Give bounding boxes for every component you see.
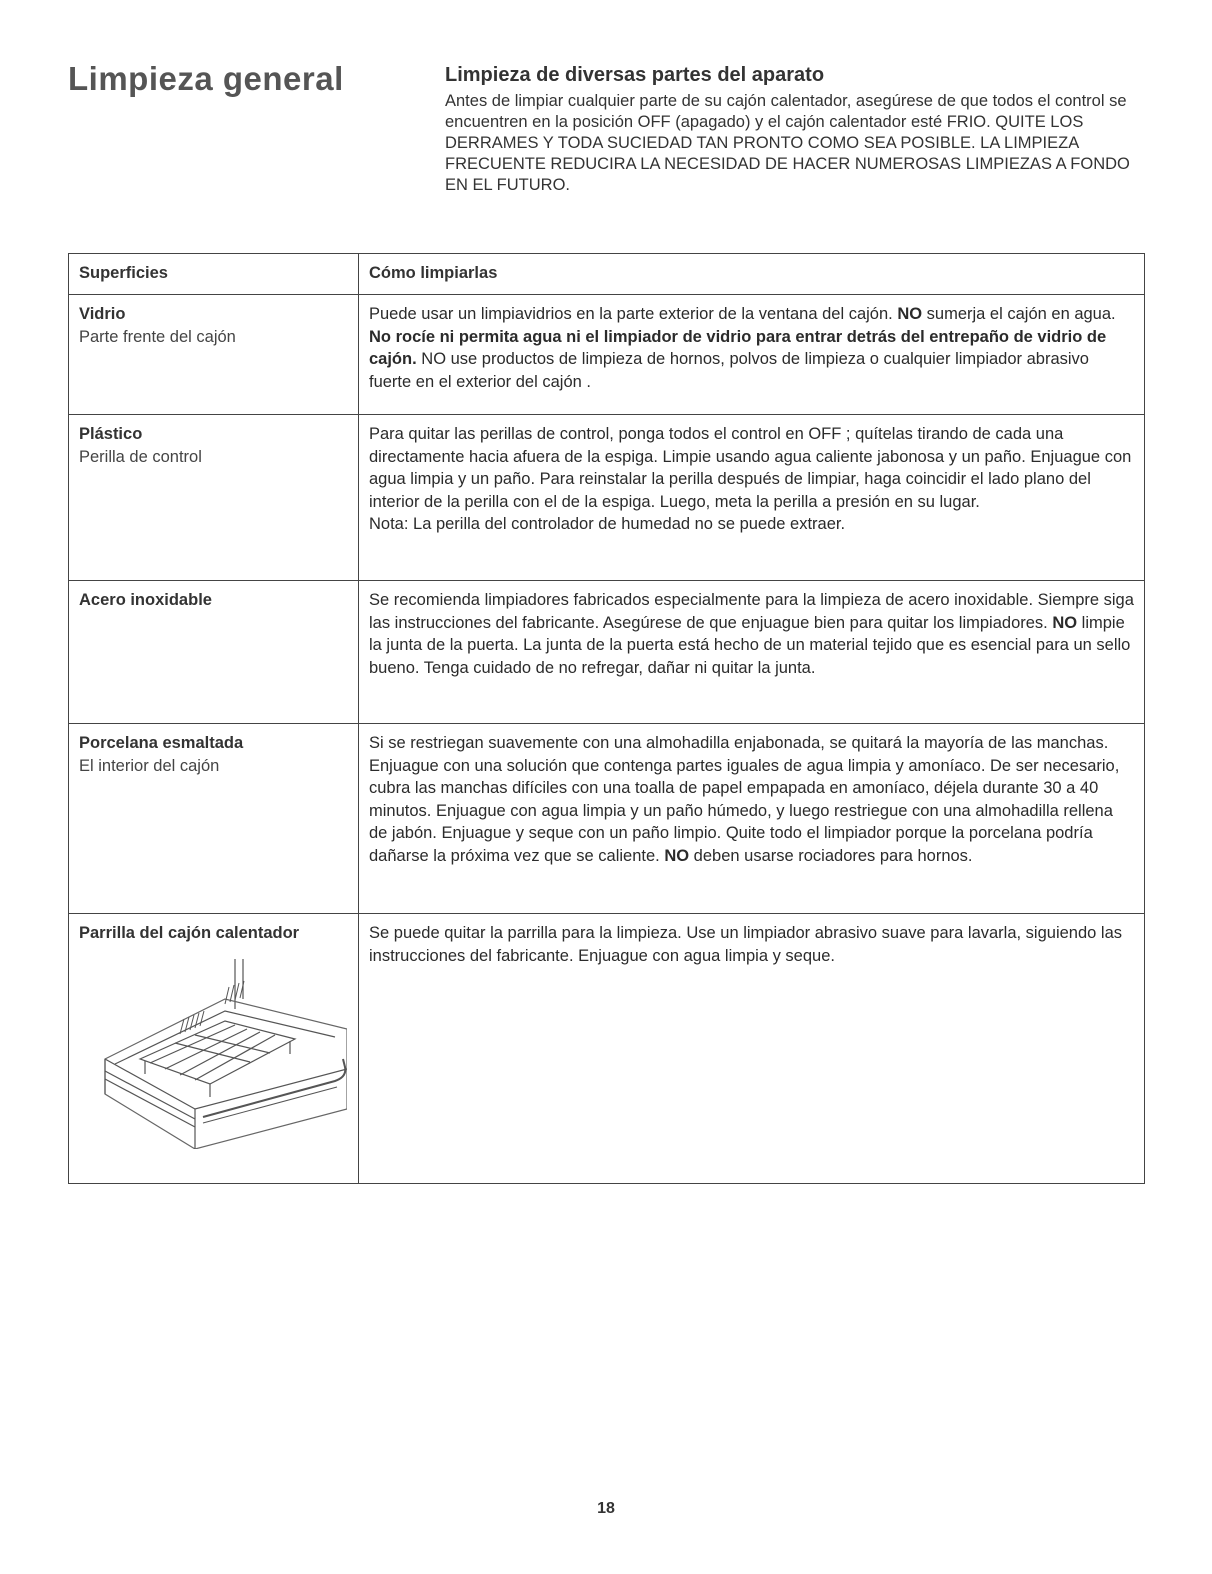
surface-cell <box>69 724 359 914</box>
surface-cell <box>69 295 359 415</box>
instruction-note: Nota: La perilla del controlador de humedad no se puede extraer. <box>369 515 846 533</box>
instruction-text: sumerja el cajón en agua. <box>922 305 1116 323</box>
surface-cell <box>69 581 359 724</box>
header-how-to-clean <box>359 254 1145 295</box>
surface-sub: Perilla de control <box>79 447 202 466</box>
intro-heading: Limpieza de diversas partes del aparato <box>445 64 825 86</box>
instruction-text: Si se restriegan suavemente con una almohadilla enjabonada, se quitará la mayoría de las manchas. Enjuague con una solución que contenga partes iguales de agua limpia y amoníaco. De ser necesario, cubra las manchas difíciles con una toalla de papel empapada en amoníaco, déjela durante 30 a 40 minutos. Enjuague con agua limpia y un paño húmedo, y luego restriegue con una almohadilla rellena de jabón. Enjuague y seque con un paño limpio. Quite todo el limpiador porque la porcelana podría dañarse la próxima vez que se caliente. <box>369 734 1120 865</box>
instructions-cell <box>359 724 1145 914</box>
instruction-text: NO use productos de limpieza de hornos, polvos de limpieza o cualquier limpiador abrasivo fuerte en el exterior del cajón . <box>369 350 1089 391</box>
header-how-to-clean-label: Cómo limpiarlas <box>369 264 498 282</box>
intro-text: Antes de limpiar cualquier parte de su cajón calentador, asegúrese de que todos el control se encuentren en la posición OFF (apagado) y el cajón calentador esté FRIO. QUITE LOS DERRAMES Y TODA SUCIEDAD TAN PRONTO COMO SEA POSIBLE. LA LIMPIEZA FRECUENTE REDUCIRA LA NECESIDAD DE HACER NUMEROSAS LIMPIEZAS A FONDO EN EL FUTURO. <box>445 92 1130 194</box>
instruction-bold: NO <box>664 846 690 865</box>
surface-name: Parrilla del cajón calentador <box>79 924 300 942</box>
table-row <box>69 295 1145 415</box>
instruction-bold: No rocíe ni permita agua ni el limpiador de vidrio para entrar detrás del entrepaño de vidrio de cajón. <box>369 327 1107 368</box>
page-number: 18 <box>597 1500 615 1517</box>
cleaning-table <box>68 253 1145 1184</box>
instruction-text: Se recomienda limpiadores fabricados especialmente para la limpieza de acero inoxidable. Siempre siga las instrucciones del fabricante. Asegúrese de que enjuague bien para quitar los limpiadores. <box>369 591 1134 632</box>
intro-section <box>445 64 1145 196</box>
instruction-text: Puede usar un limpiavidrios en la parte exterior de la ventana del cajón. <box>369 305 898 323</box>
instructions-cell <box>359 295 1145 415</box>
instruction-text: Se puede quitar la parrilla para la limpieza. Use un limpiador abrasivo suave para lavarla, siguiendo las instrucciones del fabricante. Enjuague con agua limpia y seque. <box>369 924 1122 965</box>
surface-cell <box>69 914 359 1184</box>
surface-sub: El interior del cajón <box>79 756 220 775</box>
header-surfaces <box>69 254 359 295</box>
surface-name: Plástico <box>79 425 143 443</box>
table-row <box>69 415 1145 581</box>
instructions-cell <box>359 581 1145 724</box>
instruction-text: limpie la junta de la puerta. La junta de la puerta está hecho de un material tejido que es esencial para un sello bueno. Tenga cuidado de no refregar, dañar ni quitar la junta. <box>369 613 1131 677</box>
instruction-text: deben usarse rociadores para hornos. <box>689 846 973 865</box>
surface-cell <box>69 415 359 581</box>
instruction-text: Para quitar las perillas de control, ponga todos el control en OFF ; quítelas tirando de cada una directamente hacia afuera de la espiga. Limpie usando agua caliente jabonosa y un paño. Enjuague con agua limpia y un paño. Para reinstalar la perilla después de limpiar, haga coincidir el lado plano del interior de la perilla con el de la espiga. Luego, meta la perilla a presión en su lugar. <box>369 425 1132 511</box>
surface-name: Porcelana esmaltada <box>79 734 244 752</box>
page-title: Limpieza general <box>68 60 344 97</box>
surface-sub: Parte frente del cajón <box>79 327 236 346</box>
instructions-cell <box>359 415 1145 581</box>
instruction-bold: NO <box>1052 613 1078 632</box>
table-row <box>69 724 1145 914</box>
instructions-cell <box>359 914 1145 1184</box>
header-surfaces-label: Superficies <box>79 264 168 282</box>
instruction-bold: NO <box>897 305 923 323</box>
table-row <box>69 914 1145 1184</box>
warming-drawer-rack-illustration <box>85 959 347 1149</box>
table-row <box>69 581 1145 724</box>
table-header-row <box>69 254 1145 295</box>
surface-name: Vidrio <box>79 305 126 323</box>
surface-name: Acero inoxidable <box>79 591 212 609</box>
